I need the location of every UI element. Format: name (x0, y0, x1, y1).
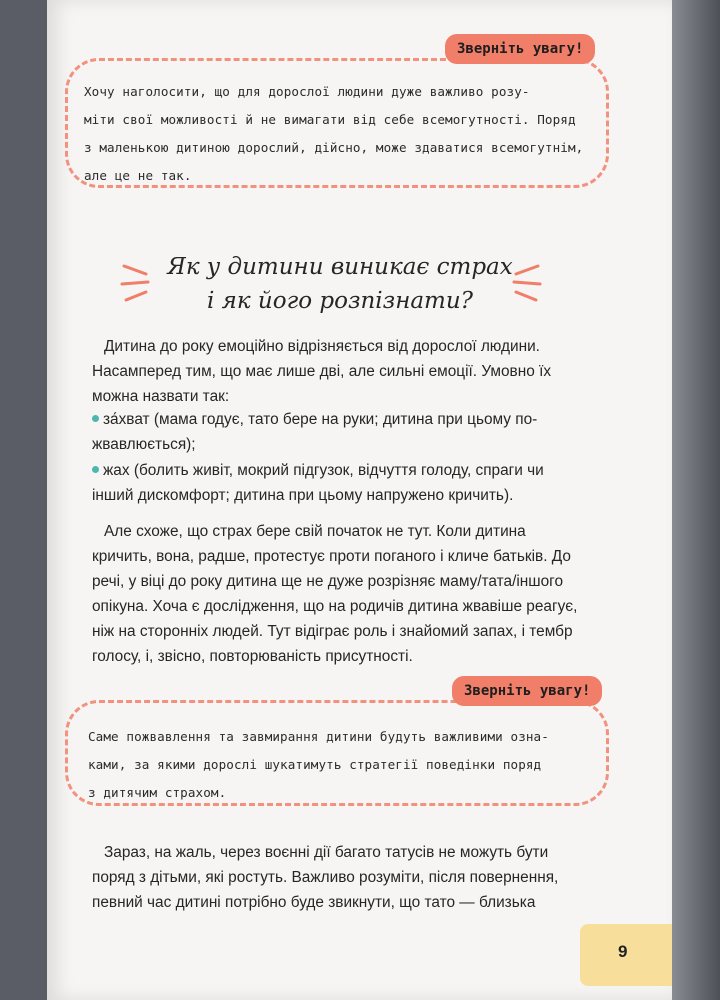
bullet-item-1 (92, 407, 612, 457)
right-accent-strokes-icon (506, 256, 546, 306)
text-line: голосу, і, звісно, повторюваність присутності. (92, 648, 413, 665)
attention-note-text-1 (84, 78, 596, 190)
page-number: 9 (618, 942, 628, 961)
section-heading (150, 250, 530, 318)
bullet-item-2 (92, 458, 612, 508)
page-edge-shadow (672, 0, 720, 1000)
paragraph-2 (92, 519, 612, 669)
text-line: кричить, вона, радше, протестує проти поганого і кличе батьків. До (92, 548, 571, 565)
bullet-dot-icon (92, 415, 99, 422)
text-line: опікуна. Хоча є дослідження, що на родичів дитина жвавіше реагує, (92, 598, 578, 615)
text-line: Дитина до року емоційно відрізняється від дорослої людини. (104, 338, 540, 355)
text-line: Насамперед тим, що має лише дві, але сильні емоції. Умовно їх (92, 363, 552, 380)
text-line: Але схоже, що страх бере свій початок не тут. Коли дитина (104, 523, 526, 540)
note-line: з маленькою дитиною дорослий, дійсно, може здаватися всемогутнім, (84, 140, 584, 155)
paragraph-3 (92, 840, 612, 915)
text-line: Зараз, на жаль, через воєнні дії багато татусів не можуть бути (104, 844, 549, 861)
text-line: речі, у віці до року дитина ще не дуже розрізняє маму/тата/іншого (92, 573, 564, 590)
note-line: міти свої можливості й не вимагати від себе всемогутності. Поряд (84, 112, 576, 127)
attention-tag-2: Зверніть увагу! (452, 676, 602, 706)
attention-note-text-2 (88, 723, 596, 807)
bullet-text: жвавлюється); (92, 436, 196, 453)
note-line: Хочу наголосити, що для дорослої людини дуже важливо розу- (84, 84, 530, 99)
bullet-text: інший дискомфорт; дитина при цьому напружено кричить). (92, 487, 514, 504)
bullet-text: за́хват (мама годує, тато бере на руки; дитина при цьому по- (103, 411, 538, 428)
note-line: Саме пожвавлення та завмирання дитини будуть важливими озна- (88, 729, 549, 744)
paragraph-1 (92, 334, 614, 409)
text-line: поряд з дітьми, які ростуть. Важливо розуміти, після повернення, (92, 869, 559, 886)
note-line: з дитячим страхом. (88, 785, 227, 800)
heading-line: і як його розпізнати? (206, 288, 474, 314)
bullet-text: жах (болить живіт, мокрий підгузок, відчуття голоду, спраги чи (103, 462, 544, 479)
heading-line: Як у дитини виникає страх (167, 254, 513, 280)
attention-tag-1: Зверніть увагу! (445, 34, 595, 64)
text-line: можна назвати так: (92, 388, 230, 405)
text-line: певний час дитині потрібно буде звикнути, що тато — близька (92, 894, 536, 911)
text-line: ніж на сторонніх людей. Тут відіграє роль і знайомий запах, і тембр (92, 623, 573, 640)
note-line: але це не так. (84, 168, 192, 183)
note-line: ками, за якими дорослі шукатимуть стратегії поведінки поряд (88, 757, 542, 772)
bullet-dot-icon (92, 466, 99, 473)
